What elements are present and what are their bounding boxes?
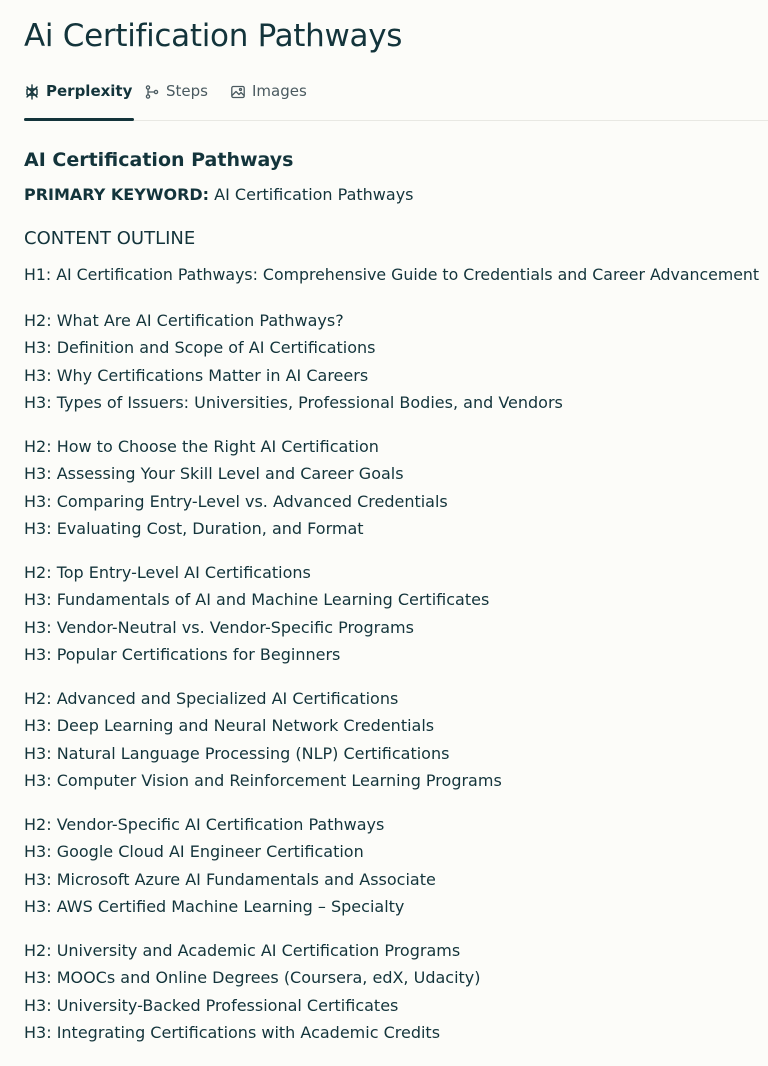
image-icon: [230, 84, 246, 100]
primary-keyword: [24, 184, 760, 206]
outline-line: H3: Evaluating Cost, Duration, and Format: [24, 519, 364, 538]
outline-line: H2: University and Academic AI Certification Programs: [24, 940, 461, 960]
outline-group: [24, 940, 760, 1050]
steps-icon: [144, 84, 160, 100]
outline-line: H3: Natural Language Processing (NLP) Certifications: [24, 743, 450, 763]
outline-line: H3: Google Cloud AI Engineer Certification: [24, 842, 364, 861]
outline-heading: CONTENT OUTLINE: [24, 228, 196, 249]
content-outline: [24, 264, 760, 1050]
outline-group: [24, 814, 760, 924]
tab-perplexity[interactable]: [24, 82, 132, 120]
outline-group: [24, 562, 760, 672]
outline-line: H2: Top Entry-Level AI Certifications: [24, 562, 311, 582]
outline-line: H3: MOOCs and Online Degrees (Coursera, edX, Udacity): [24, 968, 481, 987]
outline-line: H3: Assessing Your Skill Level and Career Goals: [24, 464, 404, 483]
outline-line: H2: Vendor-Specific AI Certification Pathways: [24, 814, 385, 834]
outline-group: [24, 436, 760, 546]
outline-line: H3: University-Backed Professional Certificates: [24, 995, 399, 1015]
outline-line: H3: Fundamentals of AI and Machine Learning Certificates: [24, 590, 490, 609]
outline-line: H3: Why Certifications Matter in AI Careers: [24, 365, 369, 385]
outline-line: H2: How to Choose the Right AI Certification: [24, 436, 379, 456]
outline-line: H3: Integrating Certifications with Academic Credits: [24, 1023, 441, 1042]
outline-line: H3: AWS Certified Machine Learning – Specialty: [24, 897, 405, 916]
outline-line: H2: Advanced and Specialized AI Certifications: [24, 688, 399, 708]
outline-line: H3: Comparing Entry-Level vs. Advanced Credentials: [24, 491, 448, 511]
primary-keyword-value: AI Certification Pathways: [214, 185, 414, 204]
outline-line: H3: Vendor-Neutral vs. Vendor-Specific Programs: [24, 617, 414, 637]
outline-group: [24, 264, 760, 292]
outline-line: H3: Definition and Scope of AI Certifications: [24, 338, 376, 357]
outline-line: H1: AI Certification Pathways: Comprehensive Guide to Credentials and Career Advancement: [24, 265, 760, 284]
outline-line: H3: Microsoft Azure AI Fundamentals and Associate: [24, 869, 436, 889]
page-title: Ai Certification Pathways: [24, 18, 403, 54]
tab-bar: [24, 78, 768, 121]
primary-keyword-label: PRIMARY KEYWORD:: [24, 185, 210, 204]
tab-images[interactable]: [230, 82, 307, 120]
tab-steps[interactable]: [144, 82, 208, 120]
tab-label: Images: [252, 82, 307, 100]
outline-line: H3: Deep Learning and Neural Network Credentials: [24, 716, 435, 735]
outline-line: H2: What Are AI Certification Pathways?: [24, 310, 344, 330]
outline-group: [24, 310, 760, 420]
document-body: [24, 146, 760, 1066]
tab-label: Perplexity: [46, 82, 133, 100]
outline-line: H3: Popular Certifications for Beginners: [24, 645, 341, 664]
document-heading: AI Certification Pathways: [24, 149, 294, 171]
outline-line: H3: Types of Issuers: Universities, Professional Bodies, and Vendors: [24, 393, 563, 412]
tab-label: Steps: [166, 82, 208, 100]
outline-group: [24, 688, 760, 798]
outline-line: H3: Computer Vision and Reinforcement Learning Programs: [24, 771, 502, 790]
perplexity-icon: [24, 84, 40, 100]
